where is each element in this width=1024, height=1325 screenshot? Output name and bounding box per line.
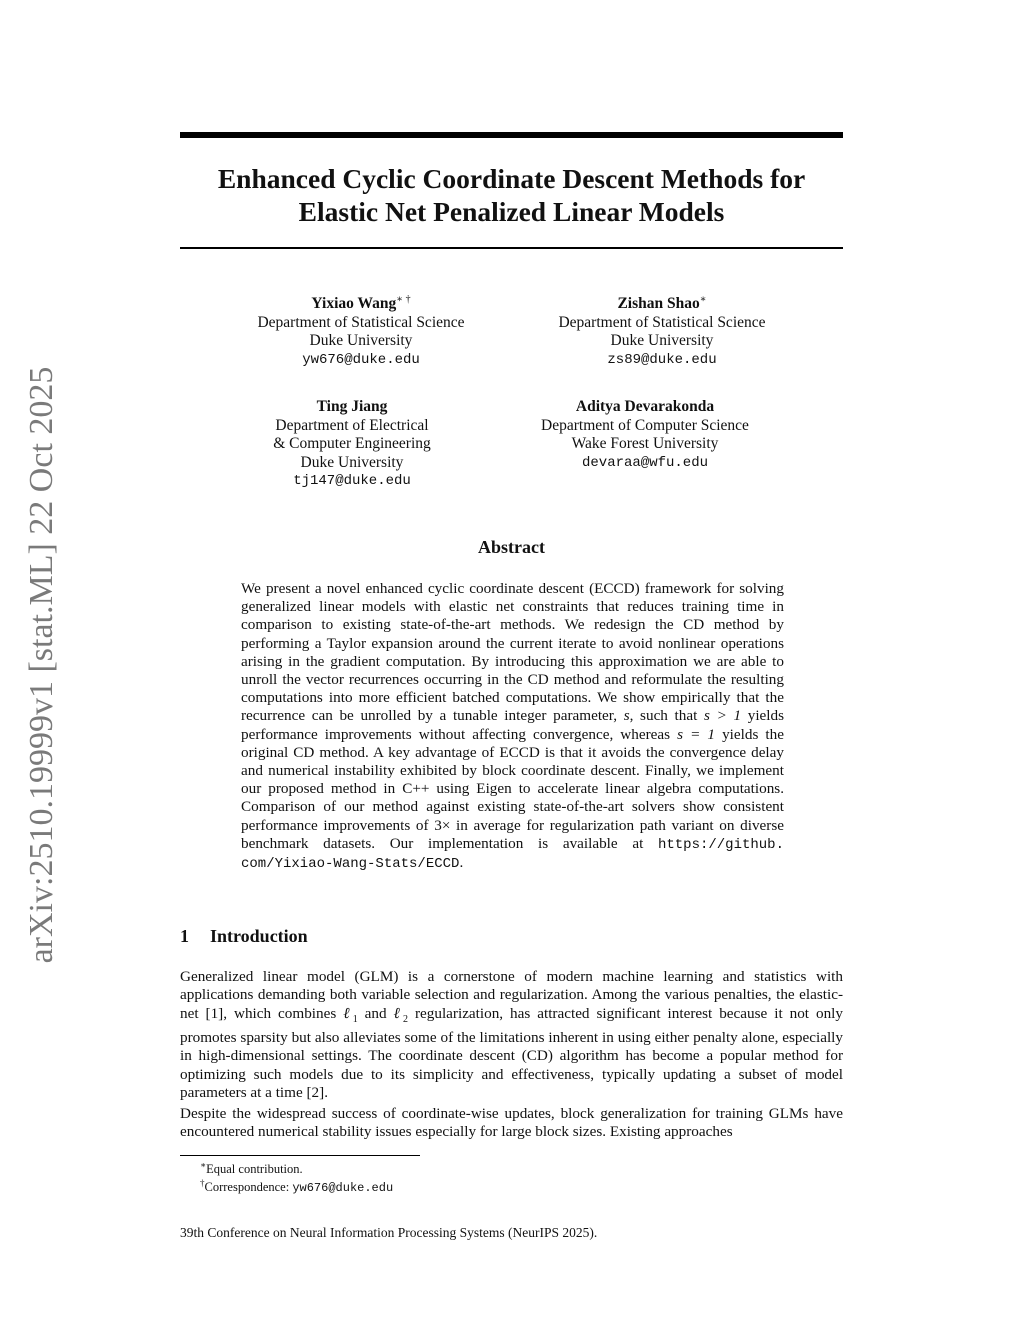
footnote-correspondence bbox=[200, 1175, 393, 1196]
math-ell: ℓ bbox=[393, 1004, 404, 1022]
math-sub-1: 1 bbox=[352, 1013, 358, 1025]
section-title: Introduction bbox=[210, 926, 308, 946]
author-affiliation: & Computer Engineering bbox=[273, 435, 431, 452]
author-email[interactable]: tj147@duke.edu bbox=[293, 473, 411, 489]
author-affiliation: Wake Forest University bbox=[571, 435, 719, 452]
footnote-text: Equal contribution. bbox=[206, 1162, 303, 1177]
intro-text: and bbox=[357, 1004, 394, 1022]
intro-paragraph-2: Despite the widespread success of coordinate-wise updates, block generalization for training GLMs have encountered numerical stability issues especially for large block sizes. Existing approaches bbox=[180, 1105, 843, 1141]
repo-link[interactable]: https://github. bbox=[657, 836, 784, 853]
footnote-rule bbox=[180, 1155, 420, 1156]
abstract-text: , such that bbox=[629, 707, 704, 725]
author-marks: ∗ † bbox=[396, 293, 411, 305]
author-affiliation: Duke University bbox=[610, 332, 714, 349]
title-line-1: Enhanced Cyclic Coordinate Descent Methods for bbox=[217, 163, 806, 194]
author-email[interactable]: zs89@duke.edu bbox=[607, 351, 717, 368]
math-sub-2: 2 bbox=[403, 1013, 409, 1025]
abstract-text: We present a novel enhanced cyclic coordinate descent (ECCD) framework for solving generalized linear models with elastic net constraints that reduces training time in comparison to existing state-of-the-art methods. We redesign the CD method by performing a Taylor expansion around the current iterate to avoid nonlinear operations arising in the gradient computation. By introducing this approximation we are able to unroll the vector recurrences occurring in the CD method and reformulate the resulting computations into more efficient batched computations. We show empirically that the recurrence can be unrolled by a tunable integer parameter, bbox=[241, 580, 784, 725]
math-speedup: 3× bbox=[434, 816, 451, 834]
math-ell: ℓ bbox=[343, 1004, 353, 1022]
footnote-mark: † bbox=[200, 1178, 205, 1188]
abstract-text: . bbox=[459, 854, 464, 872]
author-name: Ting Jiang bbox=[316, 398, 388, 415]
author-affiliation: Department of Statistical Science bbox=[558, 313, 766, 331]
author-name: Yixiao Wang bbox=[311, 295, 397, 312]
author-affiliation: Department of Statistical Science bbox=[257, 313, 465, 331]
author-marks: ∗ bbox=[699, 293, 707, 305]
arxiv-identifier: arXiv:2510.19999v1 [stat.ML] 22 Oct 2025 bbox=[23, 366, 60, 964]
author-affiliation: Duke University bbox=[309, 332, 413, 349]
title-bottom-rule bbox=[180, 247, 843, 249]
footnote-email[interactable]: yw676@duke.edu bbox=[292, 1181, 394, 1196]
venue-note: 39th Conference on Neural Information Processing Systems (NeurIPS 2025). bbox=[180, 1225, 598, 1240]
abstract-text: in average for regularization path variant on diverse benchmark datasets. Our implementation is available at bbox=[241, 816, 784, 852]
author-block-wang bbox=[211, 295, 511, 369]
intro-text: regularization, has attracted significant interest because it not only promotes sparsity but also alleviates some of the limitations inherent in using either penalty alone, especially in high-dimensional settings. The coordinate descent (CD) algorithm has become a popular method for optimizing such models due to its simplicity and effectiveness, typically updating a subset of model parameters at a time [2]. bbox=[180, 1004, 843, 1101]
author-name: Zishan Shao bbox=[617, 295, 700, 312]
repo-link-cont[interactable]: com/Yixiao-Wang-Stats/ECCD bbox=[241, 856, 460, 873]
section-number: 1 bbox=[180, 926, 189, 946]
title-top-rule bbox=[180, 132, 843, 138]
author-block-jiang bbox=[202, 398, 502, 491]
abstract-text: yields performance improvements without affecting convergence, whereas bbox=[241, 707, 785, 743]
author-name: Aditya Devarakonda bbox=[575, 398, 715, 415]
author-affiliation: Department of Computer Science bbox=[541, 416, 749, 434]
paper-title bbox=[180, 162, 843, 228]
intro-text: Generalized linear model (GLM) is a cornerstone of modern machine learning and statistics with applications demanding both variable selection and regularization. Among the various penalties, the elastic-net [1], which combines bbox=[180, 968, 843, 1022]
author-block-devarakonda bbox=[495, 398, 795, 472]
abstract-heading: Abstract bbox=[478, 537, 545, 557]
author-affiliation: Department of Electrical bbox=[275, 416, 429, 434]
author-email[interactable]: devaraa@wfu.edu bbox=[581, 454, 709, 471]
math-s-gt-1: s > 1 bbox=[704, 707, 742, 725]
math-s-eq-1: s = 1 bbox=[677, 725, 716, 743]
math-s: s bbox=[623, 707, 630, 725]
abstract-body bbox=[241, 580, 784, 873]
section-heading bbox=[180, 926, 308, 947]
title-line-2: Elastic Net Penalized Linear Models bbox=[298, 196, 725, 227]
abstract-text: yields the original CD method. A key advantage of ECCD is that it avoids the convergence delay and numerical instability exhibited by block coordinate descent. Finally, we implement our proposed method in C++ using Eigen to accelerate linear algebra computations. Comparison of our method against existing state-of-the-art solvers show consistent performance improvements of bbox=[241, 725, 784, 834]
author-block-shao bbox=[512, 295, 812, 369]
author-email[interactable]: yw676@duke.edu bbox=[302, 351, 420, 368]
author-affiliation: Duke University bbox=[300, 453, 404, 471]
intro-paragraph-1 bbox=[180, 968, 843, 1102]
footnote-mark: ∗ bbox=[200, 1160, 207, 1170]
footnote-text: Correspondence: bbox=[204, 1180, 293, 1195]
